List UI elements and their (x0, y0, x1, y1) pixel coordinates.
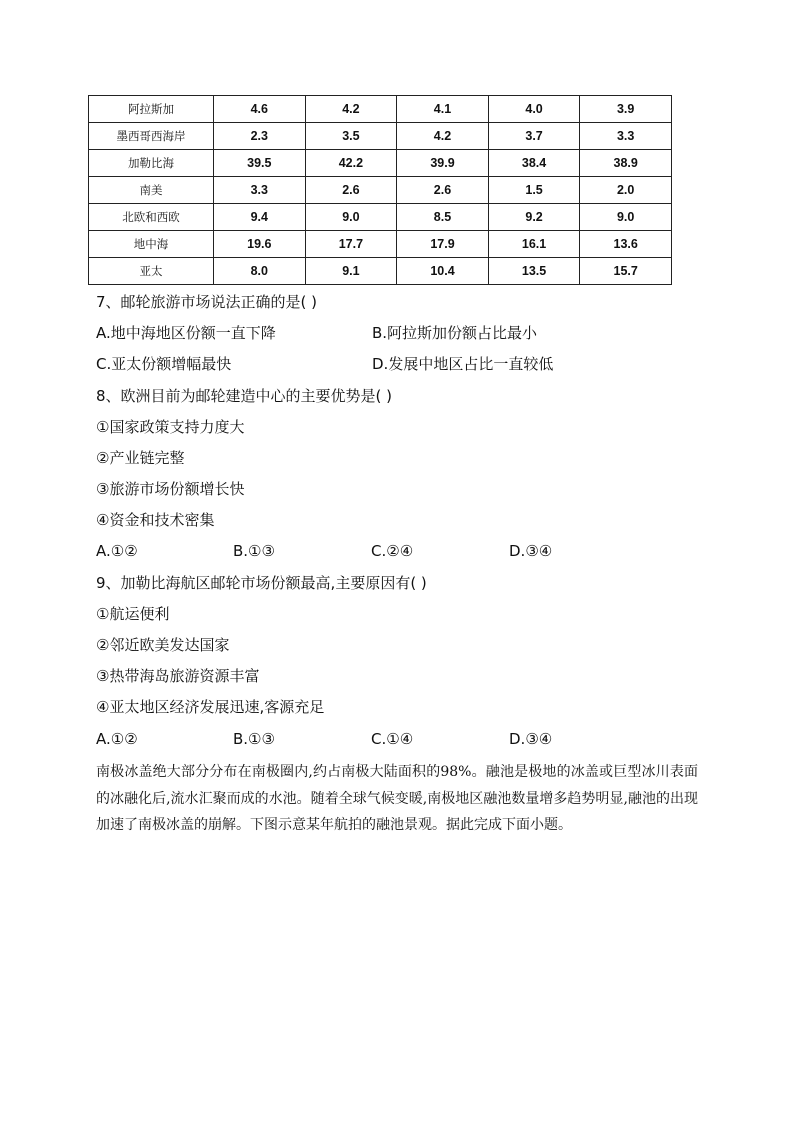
table-cell-value: 1.5 (488, 177, 580, 204)
question-9-item: ④亚太地区经济发展迅速,客源充足 (96, 698, 325, 716)
table-row (89, 150, 672, 177)
table-cell-region: 加勒比海 (89, 150, 214, 177)
table-cell-value: 9.0 (580, 204, 672, 231)
table-row (89, 123, 672, 150)
question-9-option-c[interactable]: C.①④ (371, 730, 414, 748)
question-8-item: ①国家政策支持力度大 (96, 418, 245, 436)
question-9-item: ②邻近欧美发达国家 (96, 636, 230, 654)
question-9-item: ①航运便利 (96, 605, 170, 623)
table-cell-value: 4.6 (214, 96, 306, 123)
question-9-item: ③热带海岛旅游资源丰富 (96, 667, 260, 685)
table-cell-value: 39.5 (214, 150, 306, 177)
table-cell-value: 3.3 (214, 177, 306, 204)
table-cell-region: 南美 (89, 177, 214, 204)
table-cell-value: 8.0 (214, 258, 306, 285)
cruise-market-share-table (88, 95, 672, 285)
table-cell-value: 38.4 (488, 150, 580, 177)
table-cell-value: 17.7 (305, 231, 397, 258)
table-cell-value: 9.2 (488, 204, 580, 231)
question-8-option-c[interactable]: C.②④ (371, 542, 414, 560)
question-9-stem: 9、加勒比海航区邮轮市场份额最高,主要原因有( ) (96, 574, 427, 592)
table-cell-value: 3.5 (305, 123, 397, 150)
question-8-item: ③旅游市场份额增长快 (96, 480, 245, 498)
table-cell-value: 9.4 (214, 204, 306, 231)
table-cell-value: 3.9 (580, 96, 672, 123)
table-cell-value: 19.6 (214, 231, 306, 258)
table-cell-value: 8.5 (397, 204, 489, 231)
table-cell-value: 3.3 (580, 123, 672, 150)
table-cell-value: 2.0 (580, 177, 672, 204)
table-cell-value: 2.3 (214, 123, 306, 150)
table-cell-value: 2.6 (397, 177, 489, 204)
table-cell-region: 墨西哥西海岸 (89, 123, 214, 150)
table-cell-value: 42.2 (305, 150, 397, 177)
table-cell-value: 9.1 (305, 258, 397, 285)
table-row (89, 96, 672, 123)
table-cell-value: 17.9 (397, 231, 489, 258)
table-cell-value: 4.1 (397, 96, 489, 123)
table-cell-region: 亚太 (89, 258, 214, 285)
table-cell-value: 3.7 (488, 123, 580, 150)
table-cell-value: 4.2 (397, 123, 489, 150)
table-cell-value: 10.4 (397, 258, 489, 285)
question-7-stem: 7、邮轮旅游市场说法正确的是( ) (96, 293, 318, 311)
question-9-option-b[interactable]: B.①③ (233, 730, 275, 748)
question-8-option-d[interactable]: D.③④ (509, 542, 553, 560)
table-cell-value: 39.9 (397, 150, 489, 177)
table-cell-value: 13.6 (580, 231, 672, 258)
passage-antarctic-melt-ponds: 南极冰盖绝大部分分布在南极圈内,约占南极大陆面积的98%。融池是极地的冰盖或巨型冰川表面的冰融化后,流水汇聚而成的水池。随着全球气候变暖,南极地区融池数量增多趋势明显,融池的出现加速了南极冰盖的崩解。下图示意某年航拍的融池景观。据此完成下面小题。 (96, 764, 698, 833)
question-8-option-b[interactable]: B.①③ (233, 542, 275, 560)
table-cell-value: 2.6 (305, 177, 397, 204)
table-cell-value: 38.9 (580, 150, 672, 177)
question-7-option-c[interactable]: C.亚太份额增幅最快 (96, 355, 232, 373)
table-cell-value: 4.0 (488, 96, 580, 123)
question-7-option-b[interactable]: B.阿拉斯加份额占比最小 (372, 324, 538, 342)
question-9-option-d[interactable]: D.③④ (509, 730, 553, 748)
table-cell-region: 地中海 (89, 231, 214, 258)
table-cell-value: 9.0 (305, 204, 397, 231)
table-row (89, 231, 672, 258)
question-8-option-a[interactable]: A.①② (96, 542, 138, 560)
table-cell-region: 阿拉斯加 (89, 96, 214, 123)
table-cell-value: 4.2 (305, 96, 397, 123)
table-cell-value: 16.1 (488, 231, 580, 258)
table-row (89, 258, 672, 285)
question-8-stem: 8、欧洲目前为邮轮建造中心的主要优势是( ) (96, 387, 393, 405)
table-cell-value: 13.5 (488, 258, 580, 285)
table-row (89, 204, 672, 231)
question-8-item: ④资金和技术密集 (96, 511, 215, 529)
question-8-item: ②产业链完整 (96, 449, 185, 467)
table-cell-value: 15.7 (580, 258, 672, 285)
question-7-option-d[interactable]: D.发展中地区占比一直较低 (372, 355, 554, 373)
question-9-option-a[interactable]: A.①② (96, 730, 138, 748)
question-7-option-a[interactable]: A.地中海地区份额一直下降 (96, 324, 276, 342)
table-cell-region: 北欧和西欧 (89, 204, 214, 231)
table-row (89, 177, 672, 204)
